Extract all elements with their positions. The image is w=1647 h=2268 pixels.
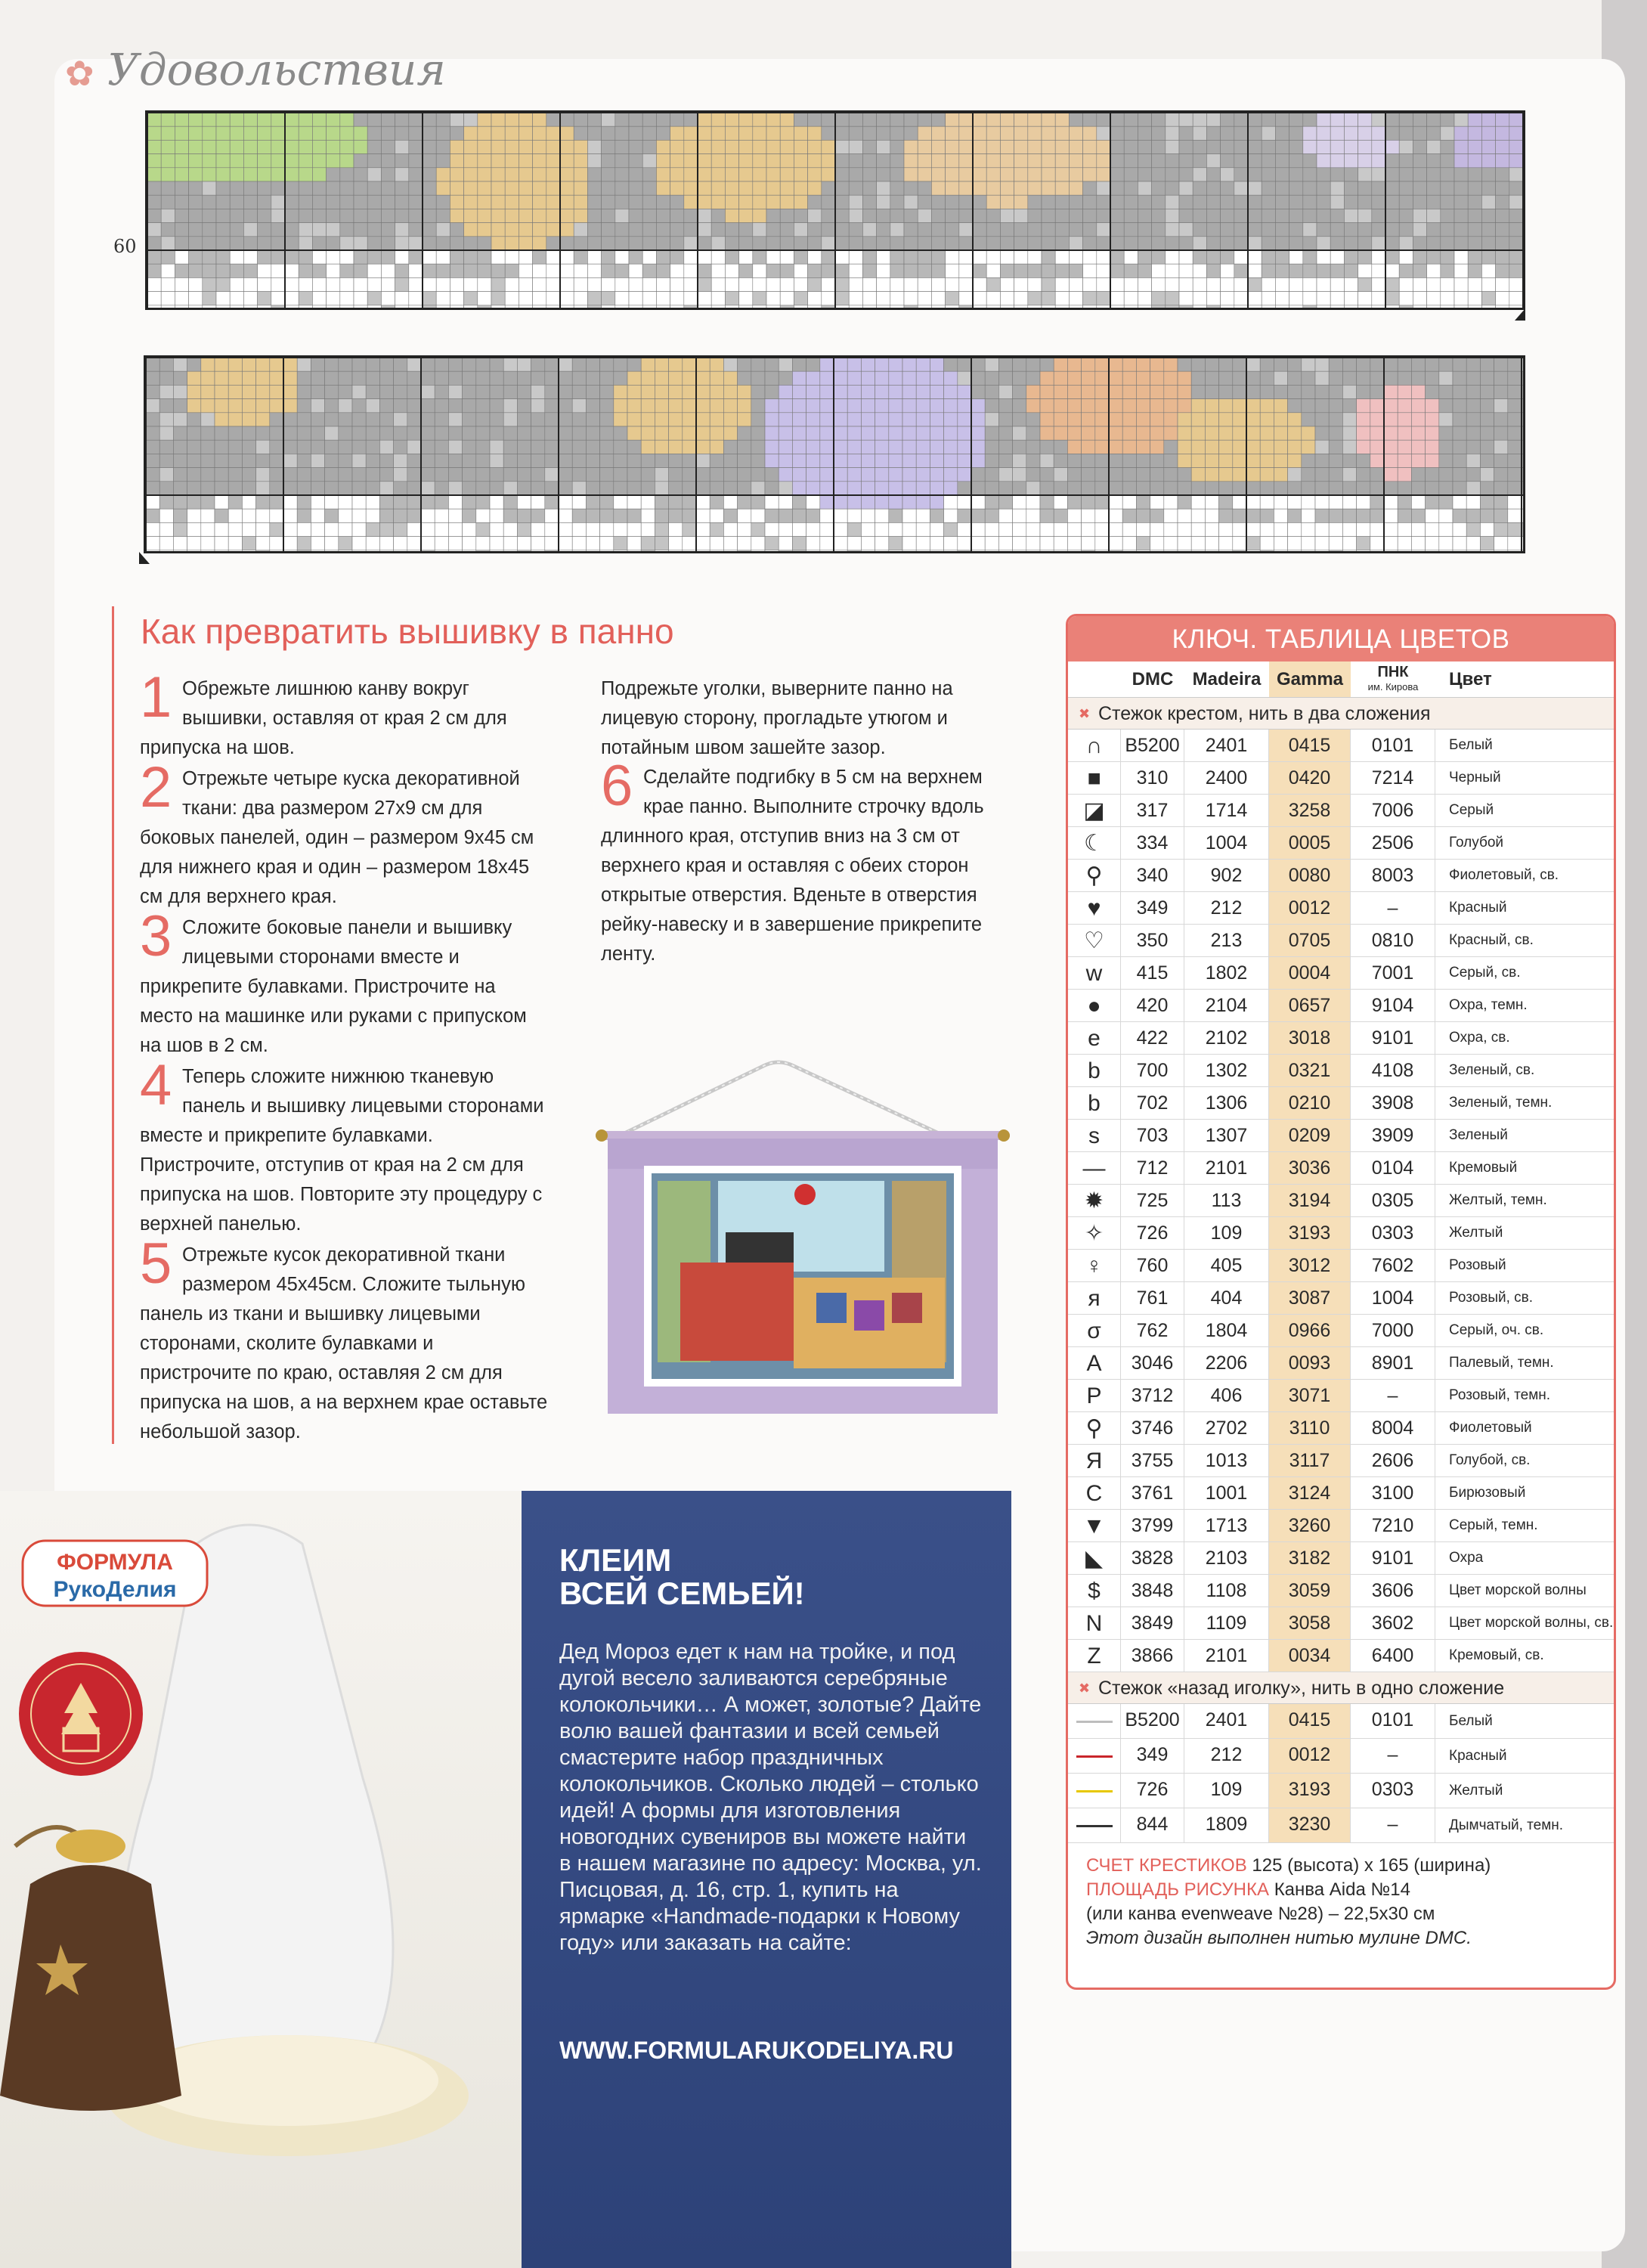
dmc-code: 3849 bbox=[1121, 1607, 1184, 1639]
madeira-code: 2101 bbox=[1184, 1152, 1269, 1184]
madeira-code: 1108 bbox=[1184, 1575, 1269, 1606]
advertisement bbox=[0, 1491, 1011, 2268]
dmc-code: B5200 bbox=[1121, 730, 1184, 761]
madeira-code: 2206 bbox=[1184, 1347, 1269, 1379]
color-name: Розовый, св. bbox=[1449, 1290, 1534, 1306]
pnk-code: – bbox=[1351, 892, 1435, 924]
pnk-code: 7001 bbox=[1351, 957, 1435, 989]
pnk-code: 8003 bbox=[1351, 860, 1435, 891]
dmc-code: 334 bbox=[1121, 827, 1184, 859]
madeira-code: 212 bbox=[1184, 1739, 1269, 1773]
pnk-code: 7602 bbox=[1351, 1250, 1435, 1281]
madeira-code: 1802 bbox=[1184, 957, 1269, 989]
backstitch-line-icon bbox=[1068, 1774, 1121, 1808]
madeira-code: 1109 bbox=[1184, 1607, 1269, 1639]
pnk-code: 0303 bbox=[1351, 1774, 1435, 1808]
key-symbol: A bbox=[1068, 1347, 1121, 1379]
design-note: Этот дизайн выполнен нитью мулине DMC. bbox=[1086, 1928, 1472, 1948]
pnk-code: 0810 bbox=[1351, 925, 1435, 956]
pnk-code: 3909 bbox=[1351, 1120, 1435, 1151]
color-name: Желтый bbox=[1449, 1225, 1503, 1241]
step-text: Сделайте подгибку в 5 см на верхнем крае панно. Выполните строчку вдоль длинного края, отступив вниз на 3 см от верхнего края и оставляя с обеих сторон открытые отверстия. Вденьте в отверстия рейку-навеску и в завершение прикрепите ленту. bbox=[601, 767, 984, 965]
color-name: Серый, св. bbox=[1449, 965, 1521, 981]
gamma-code: 0415 bbox=[1269, 1704, 1351, 1738]
key-symbol: Я bbox=[1068, 1445, 1121, 1476]
gamma-code: 0210 bbox=[1269, 1087, 1351, 1119]
pnk-code: 1004 bbox=[1351, 1282, 1435, 1314]
pnk-code: 3908 bbox=[1351, 1087, 1435, 1119]
backstitch-section-label: ✖ Стежок «назад иголку», нить в одно сложение bbox=[1068, 1672, 1614, 1704]
pnk-code: 9101 bbox=[1351, 1022, 1435, 1054]
step-1 bbox=[140, 665, 548, 763]
dmc-code: 3866 bbox=[1121, 1640, 1184, 1672]
color-name: Цвет морской волны, св. bbox=[1449, 1615, 1614, 1631]
gamma-code: 0420 bbox=[1269, 762, 1351, 794]
key-symbol: ♥ bbox=[1068, 892, 1121, 924]
backstitch-line-icon bbox=[1068, 1704, 1121, 1738]
madeira-code: 2101 bbox=[1184, 1640, 1269, 1672]
key-symbol: ⚲ bbox=[1068, 1412, 1121, 1444]
key-row bbox=[1068, 1055, 1614, 1087]
step-text: Сложите боковые панели и вышивку лицевыми сторонами вместе и прикрепите булавками. Пристрочите на место на машинке или руками с припуском на шов в 2 см. bbox=[140, 917, 527, 1056]
madeira-code: 2104 bbox=[1184, 990, 1269, 1021]
color-name: Охра, св. bbox=[1449, 1030, 1510, 1046]
pnk-code: 7210 bbox=[1351, 1510, 1435, 1541]
pnk-code: 9101 bbox=[1351, 1542, 1435, 1574]
color-name: Розовый bbox=[1449, 1257, 1506, 1273]
madeira-code: 1013 bbox=[1184, 1445, 1269, 1476]
key-row bbox=[1068, 957, 1614, 990]
madeira-code: 109 bbox=[1184, 1217, 1269, 1249]
key-row bbox=[1068, 1412, 1614, 1445]
dmc-code: 422 bbox=[1121, 1022, 1184, 1054]
color-name: Кремовый bbox=[1449, 1160, 1518, 1176]
dmc-code: 420 bbox=[1121, 990, 1184, 1021]
key-row bbox=[1068, 1022, 1614, 1055]
pnk-code: 3606 bbox=[1351, 1575, 1435, 1606]
key-symbol: ✧ bbox=[1068, 1217, 1121, 1249]
key-symbol: ✹ bbox=[1068, 1185, 1121, 1216]
dmc-code: 349 bbox=[1121, 892, 1184, 924]
logo-line2: РукоДелия bbox=[53, 1577, 177, 1602]
dmc-code: 415 bbox=[1121, 957, 1184, 989]
dmc-code: 761 bbox=[1121, 1282, 1184, 1314]
pnk-code: 4108 bbox=[1351, 1055, 1435, 1086]
dmc-code: 726 bbox=[1121, 1774, 1184, 1808]
dmc-code: 3046 bbox=[1121, 1347, 1184, 1379]
color-name: Серый bbox=[1449, 802, 1494, 818]
cross-stitch-section-label: ✖ Стежок крестом, нить в два сложения bbox=[1068, 698, 1614, 730]
gamma-code: 0705 bbox=[1269, 925, 1351, 956]
madeira-code: 2702 bbox=[1184, 1412, 1269, 1444]
key-symbol: C bbox=[1068, 1477, 1121, 1509]
pnk-code: 2606 bbox=[1351, 1445, 1435, 1476]
key-row bbox=[1068, 925, 1614, 957]
key-symbol: ● bbox=[1068, 990, 1121, 1021]
madeira-code: 2401 bbox=[1184, 1704, 1269, 1738]
gamma-code: 0080 bbox=[1269, 860, 1351, 891]
madeira-code: 2102 bbox=[1184, 1022, 1269, 1054]
article-rule bbox=[112, 606, 114, 1444]
color-name: Белый bbox=[1449, 1712, 1493, 1729]
madeira-code: 2103 bbox=[1184, 1542, 1269, 1574]
dmc-code: 349 bbox=[1121, 1739, 1184, 1773]
gamma-code: 3117 bbox=[1269, 1445, 1351, 1476]
step-number: 2 bbox=[140, 755, 172, 820]
key-footer bbox=[1068, 1843, 1614, 1961]
color-name: Фиолетовый bbox=[1449, 1420, 1532, 1436]
gamma-code: 0093 bbox=[1269, 1347, 1351, 1379]
key-symbol: я bbox=[1068, 1282, 1121, 1314]
flower-icon: ✿ bbox=[65, 54, 94, 93]
article-column-2 bbox=[601, 674, 1024, 971]
key-row bbox=[1068, 762, 1614, 795]
pnk-code: 0104 bbox=[1351, 1152, 1435, 1184]
gamma-code: 0004 bbox=[1269, 957, 1351, 989]
article-title: Как превратить вышивку в панно bbox=[141, 612, 674, 651]
key-row bbox=[1068, 1120, 1614, 1152]
key-column-headers bbox=[1068, 662, 1614, 698]
step-continuation: Подрежьте уголки, выверните панно на лицевую сторону, прогладьте утюгом и потайным швом зашейте зазор. bbox=[601, 678, 953, 758]
dmc-code: 3746 bbox=[1121, 1412, 1184, 1444]
color-name: Охра, темн. bbox=[1449, 997, 1528, 1013]
dmc-code: 712 bbox=[1121, 1152, 1184, 1184]
key-row bbox=[1068, 1315, 1614, 1347]
color-name: Бирюзовый bbox=[1449, 1485, 1526, 1501]
color-header: Цвет bbox=[1449, 668, 1492, 689]
ad-website-link[interactable]: WWW.FORMULARUKODELIYA.RU bbox=[559, 2037, 954, 2064]
gamma-code: 0209 bbox=[1269, 1120, 1351, 1151]
dmc-code: 3828 bbox=[1121, 1542, 1184, 1574]
key-row bbox=[1068, 1250, 1614, 1282]
gamma-code: 0034 bbox=[1269, 1640, 1351, 1672]
key-symbol: — bbox=[1068, 1152, 1121, 1184]
handmade-seal bbox=[17, 1650, 145, 1778]
dmc-code: 762 bbox=[1121, 1315, 1184, 1346]
formula-rukodeliya-logo bbox=[21, 1539, 209, 1607]
key-symbol: b bbox=[1068, 1055, 1121, 1086]
key-symbol: s bbox=[1068, 1120, 1121, 1151]
chart-grid-top bbox=[147, 113, 1525, 310]
gamma-code: 3087 bbox=[1269, 1282, 1351, 1314]
madeira-code: 212 bbox=[1184, 892, 1269, 924]
madeira-header: Madeira bbox=[1192, 668, 1262, 689]
madeira-code: 1001 bbox=[1184, 1477, 1269, 1509]
color-name: Зеленый, темн. bbox=[1449, 1095, 1553, 1111]
madeira-code: 1302 bbox=[1184, 1055, 1269, 1086]
key-symbol: ■ bbox=[1068, 762, 1121, 794]
pnk-code: 6400 bbox=[1351, 1640, 1435, 1672]
gamma-code: 3110 bbox=[1269, 1412, 1351, 1444]
dmc-code: 317 bbox=[1121, 795, 1184, 826]
key-symbol: σ bbox=[1068, 1315, 1121, 1346]
gamma-code: 0321 bbox=[1269, 1055, 1351, 1086]
color-name: Розовый, темн. bbox=[1449, 1387, 1551, 1403]
color-name: Белый bbox=[1449, 737, 1493, 753]
ad-title bbox=[559, 1544, 805, 1610]
dmc-code: 703 bbox=[1121, 1120, 1184, 1151]
key-symbol: $ bbox=[1068, 1575, 1121, 1606]
key-symbol: ☾ bbox=[1068, 827, 1121, 859]
gamma-code: 3058 bbox=[1269, 1607, 1351, 1639]
masthead: Удовольствия bbox=[107, 44, 446, 95]
color-name: Голубой bbox=[1449, 835, 1504, 850]
key-row bbox=[1068, 827, 1614, 860]
ad-body: Дед Мороз едет к нам на тройке, и под дугой весело заливаются серебряные колокольчики… А может, золотые? Дайте волю вашей фантазии и всей семьей смастерите набор праздничных колокольчиков. Сколько людей – столько идей! А формы для изготовления новогодних сувениров вы можете найти в нашем магазине по адресу: Москва, ул. Писцовая, д. 16, стр. 1, купить на ярмарке «Handmade-подарки к Новому году» или заказать на сайте: bbox=[559, 1640, 982, 1955]
color-name: Цвет морской волны bbox=[1449, 1582, 1587, 1598]
gamma-code: 3124 bbox=[1269, 1477, 1351, 1509]
pnk-code: – bbox=[1351, 1739, 1435, 1773]
gamma-code: 0012 bbox=[1269, 892, 1351, 924]
key-symbol: ⚲ bbox=[1068, 860, 1121, 891]
step-5 bbox=[140, 1232, 548, 1447]
key-row bbox=[1068, 1607, 1614, 1640]
key-symbol: ♀ bbox=[1068, 1250, 1121, 1281]
pnk-code: 8004 bbox=[1351, 1412, 1435, 1444]
key-symbol: ∩ bbox=[1068, 730, 1121, 761]
color-name: Красный bbox=[1449, 1747, 1507, 1764]
color-name: Серый, оч. св. bbox=[1449, 1322, 1544, 1338]
ad-title-line2: ВСЕЙ СЕМЬЕЙ! bbox=[559, 1576, 805, 1611]
chart-row-label: 60 bbox=[113, 236, 137, 257]
dmc-code: 340 bbox=[1121, 860, 1184, 891]
stitch-count-value: 125 (высота) х 165 (ширина) bbox=[1252, 1855, 1491, 1876]
backstitch-line-icon bbox=[1068, 1739, 1121, 1773]
madeira-code: 1714 bbox=[1184, 795, 1269, 826]
madeira-code: 1307 bbox=[1184, 1120, 1269, 1151]
gamma-code: 3260 bbox=[1269, 1510, 1351, 1541]
pnk-code: 0305 bbox=[1351, 1185, 1435, 1216]
dmc-code: 3712 bbox=[1121, 1380, 1184, 1411]
madeira-code: 406 bbox=[1184, 1380, 1269, 1411]
key-symbol: ◣ bbox=[1068, 1542, 1121, 1574]
key-row bbox=[1068, 860, 1614, 892]
color-name: Зеленый, св. bbox=[1449, 1062, 1535, 1078]
step-number: 6 bbox=[601, 754, 633, 818]
key-row bbox=[1068, 1152, 1614, 1185]
dmc-code: 844 bbox=[1121, 1808, 1184, 1842]
step-text: Отрежьте четыре куска декоративной ткани: два размером 27х9 см для боковых панелей, один – размером 9х45 см для нижнего края и один – размером 18х45 см для верхнего края. bbox=[140, 768, 534, 907]
key-row bbox=[1068, 1575, 1614, 1607]
backstitch-row bbox=[1068, 1739, 1614, 1774]
pnk-code: 9104 bbox=[1351, 990, 1435, 1021]
pnk-code: 8901 bbox=[1351, 1347, 1435, 1379]
key-row bbox=[1068, 1282, 1614, 1315]
backstitch-row bbox=[1068, 1774, 1614, 1808]
backstitch-row bbox=[1068, 1808, 1614, 1843]
key-row bbox=[1068, 892, 1614, 925]
area-label: ПЛОЩАДЬ РИСУНКА bbox=[1086, 1879, 1270, 1900]
ad-photo bbox=[0, 1491, 522, 2268]
pnk-code: 2506 bbox=[1351, 827, 1435, 859]
key-symbol: b bbox=[1068, 1087, 1121, 1119]
step-text: Теперь сложите нижнюю тканевую панель и вышивку лицевыми сторонами вместе и прикрепите булавками. Пристрочите, отступив от края на 2 см для припуска на шов. Повторите эту процедуру с верхней панелью. bbox=[140, 1066, 544, 1235]
backstitch-line-icon bbox=[1068, 1808, 1121, 1842]
key-row bbox=[1068, 1380, 1614, 1412]
area-alt: (или канва evenweave №28) – 22,5х30 см bbox=[1086, 1904, 1435, 1924]
key-symbol: ◪ bbox=[1068, 795, 1121, 826]
dmc-code: 726 bbox=[1121, 1217, 1184, 1249]
step-2 bbox=[140, 755, 548, 912]
gamma-code: 3193 bbox=[1269, 1217, 1351, 1249]
design-area bbox=[1086, 1878, 1596, 1902]
gamma-code: 0012 bbox=[1269, 1739, 1351, 1773]
color-name: Палевый, темн. bbox=[1449, 1355, 1554, 1371]
gamma-code: 3036 bbox=[1269, 1152, 1351, 1184]
step-number: 3 bbox=[140, 904, 172, 968]
pnk-code: 7006 bbox=[1351, 795, 1435, 826]
madeira-code: 1306 bbox=[1184, 1087, 1269, 1119]
gamma-code: 0005 bbox=[1269, 827, 1351, 859]
key-row bbox=[1068, 795, 1614, 827]
dmc-code: 310 bbox=[1121, 762, 1184, 794]
madeira-code: 1713 bbox=[1184, 1510, 1269, 1541]
color-name: Красный, св. bbox=[1449, 932, 1534, 948]
color-name: Черный bbox=[1449, 770, 1501, 785]
step-number: 4 bbox=[140, 1053, 172, 1117]
cross-stitch-rows bbox=[1068, 730, 1614, 1672]
dmc-code: 350 bbox=[1121, 925, 1184, 956]
madeira-code: 1804 bbox=[1184, 1315, 1269, 1346]
madeira-code: 2400 bbox=[1184, 762, 1269, 794]
madeira-code: 405 bbox=[1184, 1250, 1269, 1281]
key-title: КЛЮЧ. ТАБЛИЦА ЦВЕТОВ bbox=[1068, 616, 1614, 662]
pnk-code: 7214 bbox=[1351, 762, 1435, 794]
step-number: 1 bbox=[140, 665, 172, 730]
pnk-code: 3602 bbox=[1351, 1607, 1435, 1639]
key-symbol: ♡ bbox=[1068, 925, 1121, 956]
color-name: Желтый, темн. bbox=[1449, 1192, 1547, 1208]
dmc-code: 760 bbox=[1121, 1250, 1184, 1281]
color-name: Охра bbox=[1449, 1550, 1484, 1566]
cross-stitch-chart-bottom bbox=[144, 355, 1525, 553]
key-symbol: ▼ bbox=[1068, 1510, 1121, 1541]
color-name: Голубой, св. bbox=[1449, 1452, 1531, 1468]
key-symbol: e bbox=[1068, 1022, 1121, 1054]
step-6 bbox=[601, 754, 1024, 969]
area-value: Канва Aida №14 bbox=[1274, 1879, 1410, 1900]
color-name: Желтый bbox=[1449, 1782, 1503, 1799]
stitch-count bbox=[1086, 1854, 1596, 1878]
key-symbol: w bbox=[1068, 957, 1121, 989]
key-row bbox=[1068, 1477, 1614, 1510]
dmc-code: B5200 bbox=[1121, 1704, 1184, 1738]
gamma-code: 3012 bbox=[1269, 1250, 1351, 1281]
pnk-code: 0101 bbox=[1351, 730, 1435, 761]
key-row bbox=[1068, 1640, 1614, 1672]
chart-grid-bottom bbox=[146, 358, 1525, 553]
pnk-code: 7000 bbox=[1351, 1315, 1435, 1346]
key-row bbox=[1068, 1087, 1614, 1120]
ad-title-line1: КЛЕИМ bbox=[559, 1542, 672, 1578]
color-name: Фиолетовый, св. bbox=[1449, 867, 1559, 883]
step-text: Обрежьте лишнюю канву вокруг вышивки, оставляя от края 2 см для припуска на шов. bbox=[140, 678, 507, 758]
dmc-code: 3761 bbox=[1121, 1477, 1184, 1509]
key-row bbox=[1068, 1185, 1614, 1217]
dmc-code: 725 bbox=[1121, 1185, 1184, 1216]
logo-line1: ФОРМУЛА bbox=[57, 1550, 173, 1575]
step-text: Отрежьте кусок декоративной ткани размером 45х45см. Сложите тыльную панель из ткани и вышивку лицевыми сторонами, сколите булавками и пристрочите по краю, оставляя 2 см для припуска на шов, а на верхнем крае оставьте небольшой зазор. bbox=[140, 1244, 548, 1442]
cross-stitch-chart-top bbox=[145, 110, 1525, 310]
color-key-table bbox=[1066, 614, 1616, 1990]
madeira-code: 404 bbox=[1184, 1282, 1269, 1314]
key-symbol: N bbox=[1068, 1607, 1121, 1639]
madeira-code: 1004 bbox=[1184, 827, 1269, 859]
gamma-code: 0415 bbox=[1269, 730, 1351, 761]
madeira-code: 2401 bbox=[1184, 730, 1269, 761]
key-row bbox=[1068, 1347, 1614, 1380]
wall-hanging-photo bbox=[590, 1013, 1013, 1421]
gamma-code: 3071 bbox=[1269, 1380, 1351, 1411]
dmc-code: 702 bbox=[1121, 1087, 1184, 1119]
madeira-code: 213 bbox=[1184, 925, 1269, 956]
gamma-code: 3258 bbox=[1269, 795, 1351, 826]
pnk-code: 3100 bbox=[1351, 1477, 1435, 1509]
backstitch-rows bbox=[1068, 1704, 1614, 1843]
color-name: Серый, темн. bbox=[1449, 1517, 1538, 1533]
dmc-code: 3799 bbox=[1121, 1510, 1184, 1541]
dmc-code: 700 bbox=[1121, 1055, 1184, 1086]
color-name: Кремовый, св. bbox=[1449, 1647, 1544, 1663]
pnk-code: – bbox=[1351, 1808, 1435, 1842]
pnk-header-label: ПНК bbox=[1377, 663, 1409, 680]
backstitch-row bbox=[1068, 1704, 1614, 1739]
pnk-header-sub: им. Кирова bbox=[1367, 680, 1419, 692]
step-number: 5 bbox=[140, 1232, 172, 1296]
gamma-code: 0966 bbox=[1269, 1315, 1351, 1346]
color-name: Дымчатый, темн. bbox=[1449, 1817, 1564, 1833]
madeira-code: 113 bbox=[1184, 1185, 1269, 1216]
key-row bbox=[1068, 1217, 1614, 1250]
pnk-code: 0101 bbox=[1351, 1704, 1435, 1738]
dmc-header: DMC bbox=[1132, 668, 1174, 689]
article-column-1 bbox=[140, 665, 548, 1448]
color-name: Зеленый bbox=[1449, 1127, 1508, 1143]
chart-marker-left bbox=[139, 552, 150, 564]
pnk-header bbox=[1351, 665, 1435, 695]
stitch-count-label: СЧЕТ КРЕСТИКОВ bbox=[1086, 1855, 1247, 1876]
pnk-code: – bbox=[1351, 1380, 1435, 1411]
chart-marker-right bbox=[1515, 308, 1525, 321]
madeira-code: 902 bbox=[1184, 860, 1269, 891]
madeira-code: 1809 bbox=[1184, 1808, 1269, 1842]
step-4 bbox=[140, 1053, 548, 1239]
gamma-code: 3193 bbox=[1269, 1774, 1351, 1808]
step-3 bbox=[140, 904, 548, 1061]
key-row bbox=[1068, 730, 1614, 762]
key-row bbox=[1068, 1445, 1614, 1477]
madeira-code: 109 bbox=[1184, 1774, 1269, 1808]
pnk-code: 0303 bbox=[1351, 1217, 1435, 1249]
dmc-code: 3848 bbox=[1121, 1575, 1184, 1606]
gamma-code: 3182 bbox=[1269, 1542, 1351, 1574]
key-row bbox=[1068, 1542, 1614, 1575]
key-row bbox=[1068, 990, 1614, 1022]
gamma-code: 3018 bbox=[1269, 1022, 1351, 1054]
key-symbol: Z bbox=[1068, 1640, 1121, 1672]
key-row bbox=[1068, 1510, 1614, 1542]
gamma-header: Gamma bbox=[1269, 662, 1351, 697]
key-symbol: P bbox=[1068, 1380, 1121, 1411]
gamma-code: 3059 bbox=[1269, 1575, 1351, 1606]
gamma-code: 3230 bbox=[1269, 1808, 1351, 1842]
dmc-code: 3755 bbox=[1121, 1445, 1184, 1476]
gamma-code: 3194 bbox=[1269, 1185, 1351, 1216]
color-name: Красный bbox=[1449, 900, 1507, 916]
gamma-code: 0657 bbox=[1269, 990, 1351, 1021]
